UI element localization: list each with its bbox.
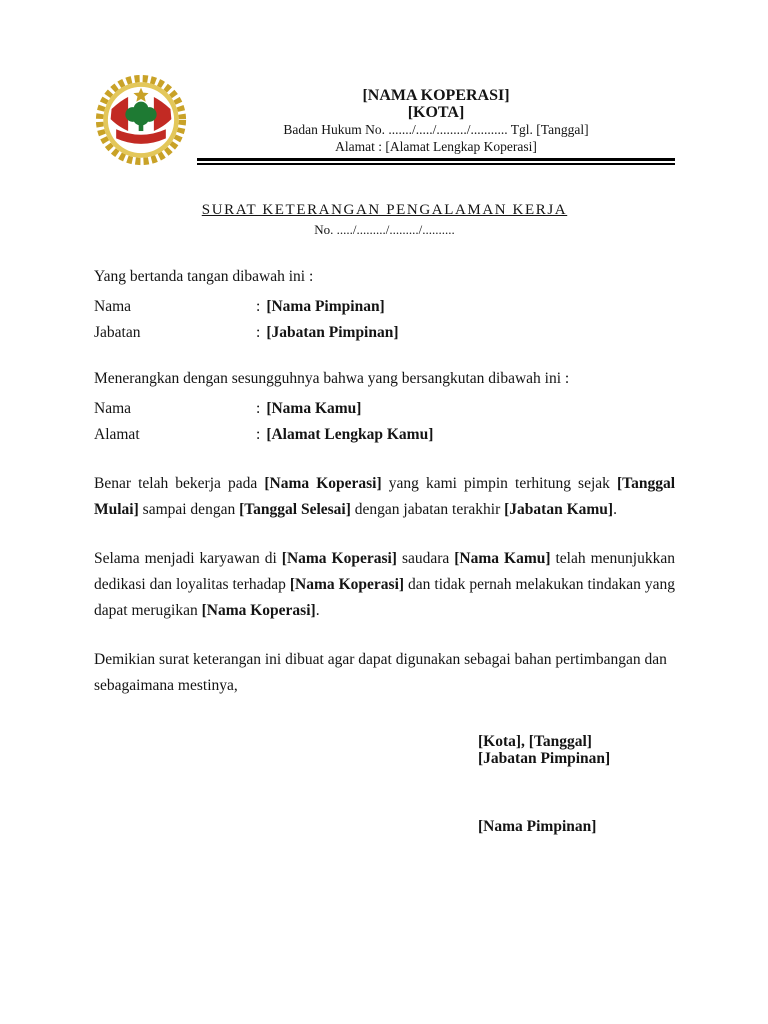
field-colon: : [256, 298, 261, 315]
field-value [256, 396, 361, 422]
letter-body [94, 268, 675, 835]
field-row-subject-address [94, 422, 675, 448]
text-segment: dan tidak pernah melakukan tindakan yang dapat merugikan [94, 576, 675, 619]
signature-name: [Nama Pimpinan] [478, 818, 597, 835]
field-colon: : [256, 426, 261, 443]
placeholder-jabatan-pimpinan: [Jabatan Pimpinan] [266, 324, 399, 341]
field-value [256, 320, 399, 346]
letter-content [94, 0, 675, 835]
field-value [256, 422, 433, 448]
placeholder-alamat-kamu: [Alamat Lengkap Kamu] [266, 426, 434, 443]
field-label: Alamat [94, 426, 140, 443]
letter-title: SURAT KETERANGAN PENGALAMAN KERJA [201, 202, 568, 218]
placeholder-nama-kamu: [Nama Kamu] [454, 550, 551, 567]
placeholder-nama-kamu: [Nama Kamu] [266, 400, 362, 417]
letter-number: No. ...../........./........./.......... [314, 222, 455, 237]
text-segment: . [315, 602, 320, 619]
koperasi-logo-icon [95, 72, 187, 168]
placeholder-tanggal-mulai: [Tanggal Mulai] [94, 475, 676, 518]
paragraph-closing: Demikian surat keterangan ini dibuat agar dapat digunakan sebagai bahan pertimbangan dan sebagaimana mestinya, [94, 651, 667, 694]
text-segment: Benar telah bekerja pada [94, 475, 265, 492]
paragraph-work-period [94, 471, 675, 523]
koperasi-emblem-icon [95, 72, 187, 168]
signer-fields [94, 294, 675, 346]
org-name: [NAMA KOPERASI] [362, 87, 510, 104]
address-line: Alamat : [Alamat Lengkap Koperasi] [335, 139, 537, 154]
placeholder-nama-koperasi: [Nama Koperasi] [289, 576, 405, 593]
double-rule [197, 158, 675, 165]
placeholder-nama-koperasi: [Nama Koperasi] [201, 602, 316, 619]
text-segment: Selama menjadi karyawan di [94, 550, 282, 567]
rule-line-bottom [197, 163, 675, 165]
text-segment: dengan jabatan terakhir [350, 501, 505, 518]
field-label: Jabatan [94, 324, 141, 341]
field-value [256, 294, 385, 320]
text-segment: telah menunjukkan dedikasi dan loyalitas terhadap [94, 550, 675, 593]
text-segment: . [613, 501, 617, 518]
field-row-signer-name [94, 294, 675, 320]
text-segment: saudara [396, 550, 455, 567]
field-colon: : [256, 324, 261, 341]
field-label: Nama [94, 298, 132, 315]
title-block [94, 201, 675, 238]
placeholder-nama-koperasi: [Nama Koperasi] [281, 550, 397, 567]
field-label: Nama [94, 400, 132, 417]
letterhead [197, 0, 675, 155]
field-colon: : [256, 400, 261, 417]
placeholder-tanggal-selesai: [Tanggal Selesai] [239, 501, 351, 518]
signature-position: [Jabatan Pimpinan] [478, 750, 611, 767]
signature-block [478, 733, 675, 835]
intro-subject: Menerangkan dengan sesungguhnya bahwa yang bersangkutan dibawah ini : [94, 370, 570, 387]
paragraph-conduct [94, 546, 675, 624]
field-row-subject-name [94, 396, 675, 422]
text-segment: yang kami pimpin terhitung sejak [381, 475, 617, 492]
placeholder-jabatan-kamu: [Jabatan Kamu] [504, 501, 614, 518]
field-row-signer-position [94, 320, 675, 346]
legal-number-line: Badan Hukum No. ......./...../........./........... Tgl. [Tanggal] [283, 122, 589, 137]
placeholder-nama-pimpinan: [Nama Pimpinan] [266, 298, 385, 315]
text-segment: sampai dengan [138, 501, 240, 518]
intro-signer: Yang bertanda tangan dibawah ini : [94, 268, 314, 285]
org-city: [KOTA] [407, 104, 465, 121]
rule-line-top [197, 158, 675, 161]
placeholder-nama-koperasi: [Nama Koperasi] [264, 475, 382, 492]
subject-fields [94, 396, 675, 448]
signature-place-date: [Kota], [Tanggal] [478, 733, 592, 750]
